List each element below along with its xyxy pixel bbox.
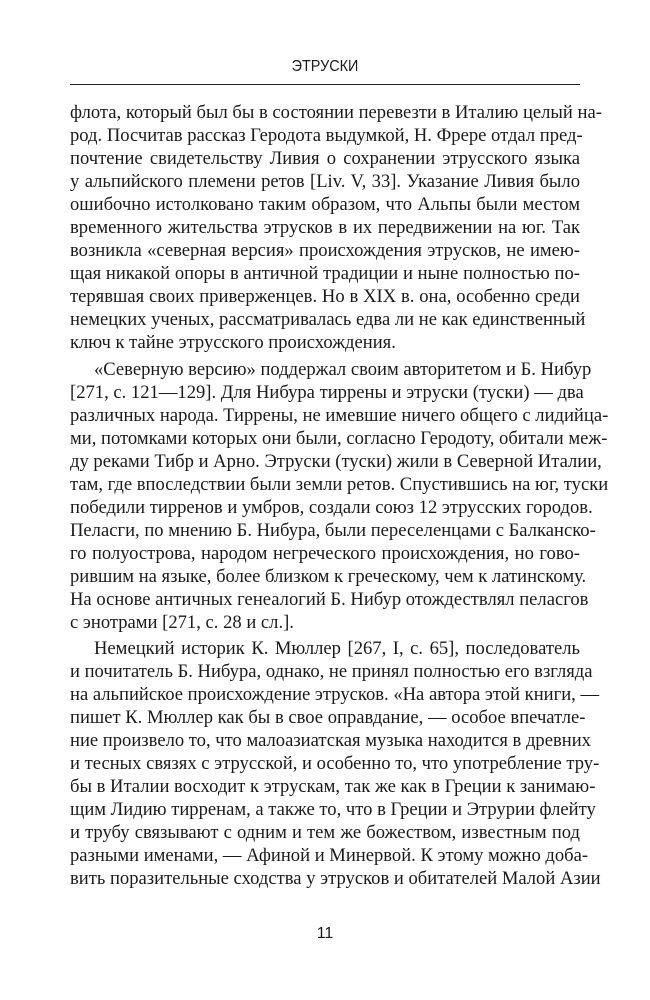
text-line: с энотрами [271, с. 28 и сл.]. xyxy=(70,611,294,633)
text-line: разными именами, — Афиной и Минервой. К этому можно доба- xyxy=(70,845,589,866)
page-body xyxy=(70,101,609,894)
text-line: го полуострова, народом негреческого происхождения, но гово- xyxy=(70,542,580,564)
text-line: [271, с. 121—129]. Для Нибура тиррены и этруски (туски) — два xyxy=(70,381,584,403)
text-line: временного жительства этрусков в их передвижении на юг. Так xyxy=(70,217,580,238)
text-line: ми, потомками которых они были, согласно Геродоту, обитали меж- xyxy=(70,427,608,449)
text-line: флота, который был бы в состоянии перевезти в Италию целый на- xyxy=(70,102,602,123)
text-line: Немецкий историк К. Мюллер [267, I, с. 65], последователь xyxy=(94,638,580,659)
header-rule xyxy=(70,84,580,85)
text-line: ду реками Тибр и Арно. Этруски (туски) жили в Северной Италии, xyxy=(70,450,602,472)
text-line: ошибочно истолковано таким образом, что Альпы были местом xyxy=(70,194,580,215)
text-line: щим Лидию тирренам, а также то, что в Греции и Этрурии флейту xyxy=(70,799,596,820)
text-line: ние произвело то, что малоазиатская музыка находится в древних xyxy=(70,730,591,751)
text-line: победили тирренов и умбров, создали союз 12 этрусских городов. xyxy=(70,496,593,518)
text-line: рившим на языке, более близком к греческому, чем к латинскому. xyxy=(70,565,587,587)
text-line: терявшая своих приверженцев. Но в XIX в. она, особенно среди xyxy=(70,286,580,307)
text-line: щая никакой опоры в античной традиции и ныне полностью по- xyxy=(70,263,580,284)
text-line: вить поразительные сходства у этрусков и обитателей Малой Азии xyxy=(70,868,601,889)
text-line: и трубу связывают с одним и тем же божеством, известным под xyxy=(70,822,580,843)
text-line: почтение свидетельству Ливия о сохранении этрусского языка xyxy=(70,148,580,169)
text-line: там, где впоследствии были земли ретов. Спустившись на юг, туски xyxy=(70,473,609,495)
text-line: и почитатель Б. Нибура, однако, не принял полностью его взгляда xyxy=(70,661,593,682)
text-line: у альпийского племени ретов [Liv. V, 33]. Указание Ливия было xyxy=(70,171,580,192)
text-line: род. Посчитав рассказ Геродота выдумкой, Н. Фрере отдал пред- xyxy=(70,125,583,146)
text-line: различных народа. Тиррены, не имевшие ничего общего с лидийца- xyxy=(70,404,609,426)
text-line: Пеласги, по мнению Б. Нибура, были переселенцами с Балканско- xyxy=(70,519,596,541)
page-number: 11 xyxy=(316,925,334,942)
paragraph xyxy=(70,358,609,634)
text-line: бы в Италии восходит к этрускам, так же как в Греции к занимаю- xyxy=(70,776,596,797)
paragraph xyxy=(70,101,602,354)
paragraph xyxy=(70,637,601,890)
text-line: пишет К. Мюллер как бы в свое оправдание, — особое впечатле- xyxy=(70,707,586,728)
text-line: На основе античных генеалогий Б. Нибур отождествлял пеласгов xyxy=(70,588,589,610)
text-line: и тесных связях с этрусской, и особенно то, что употребление тру- xyxy=(70,753,600,774)
text-line: ключ к тайне этрусского происхождения. xyxy=(70,332,396,353)
text-line: «Северную версию» поддержал своим авторитетом и Б. Нибур xyxy=(94,358,592,380)
running-header: ЭТРУСКИ xyxy=(291,58,359,75)
text-line: на альпийское происхождение этрусков. «На автора этой книги, — xyxy=(70,684,600,705)
text-line: немецких ученых, рассматривалась едва ли не как единственный xyxy=(70,309,586,330)
text-line: возникла «северная версия» происхождения этрусков, не имею- xyxy=(70,240,580,261)
